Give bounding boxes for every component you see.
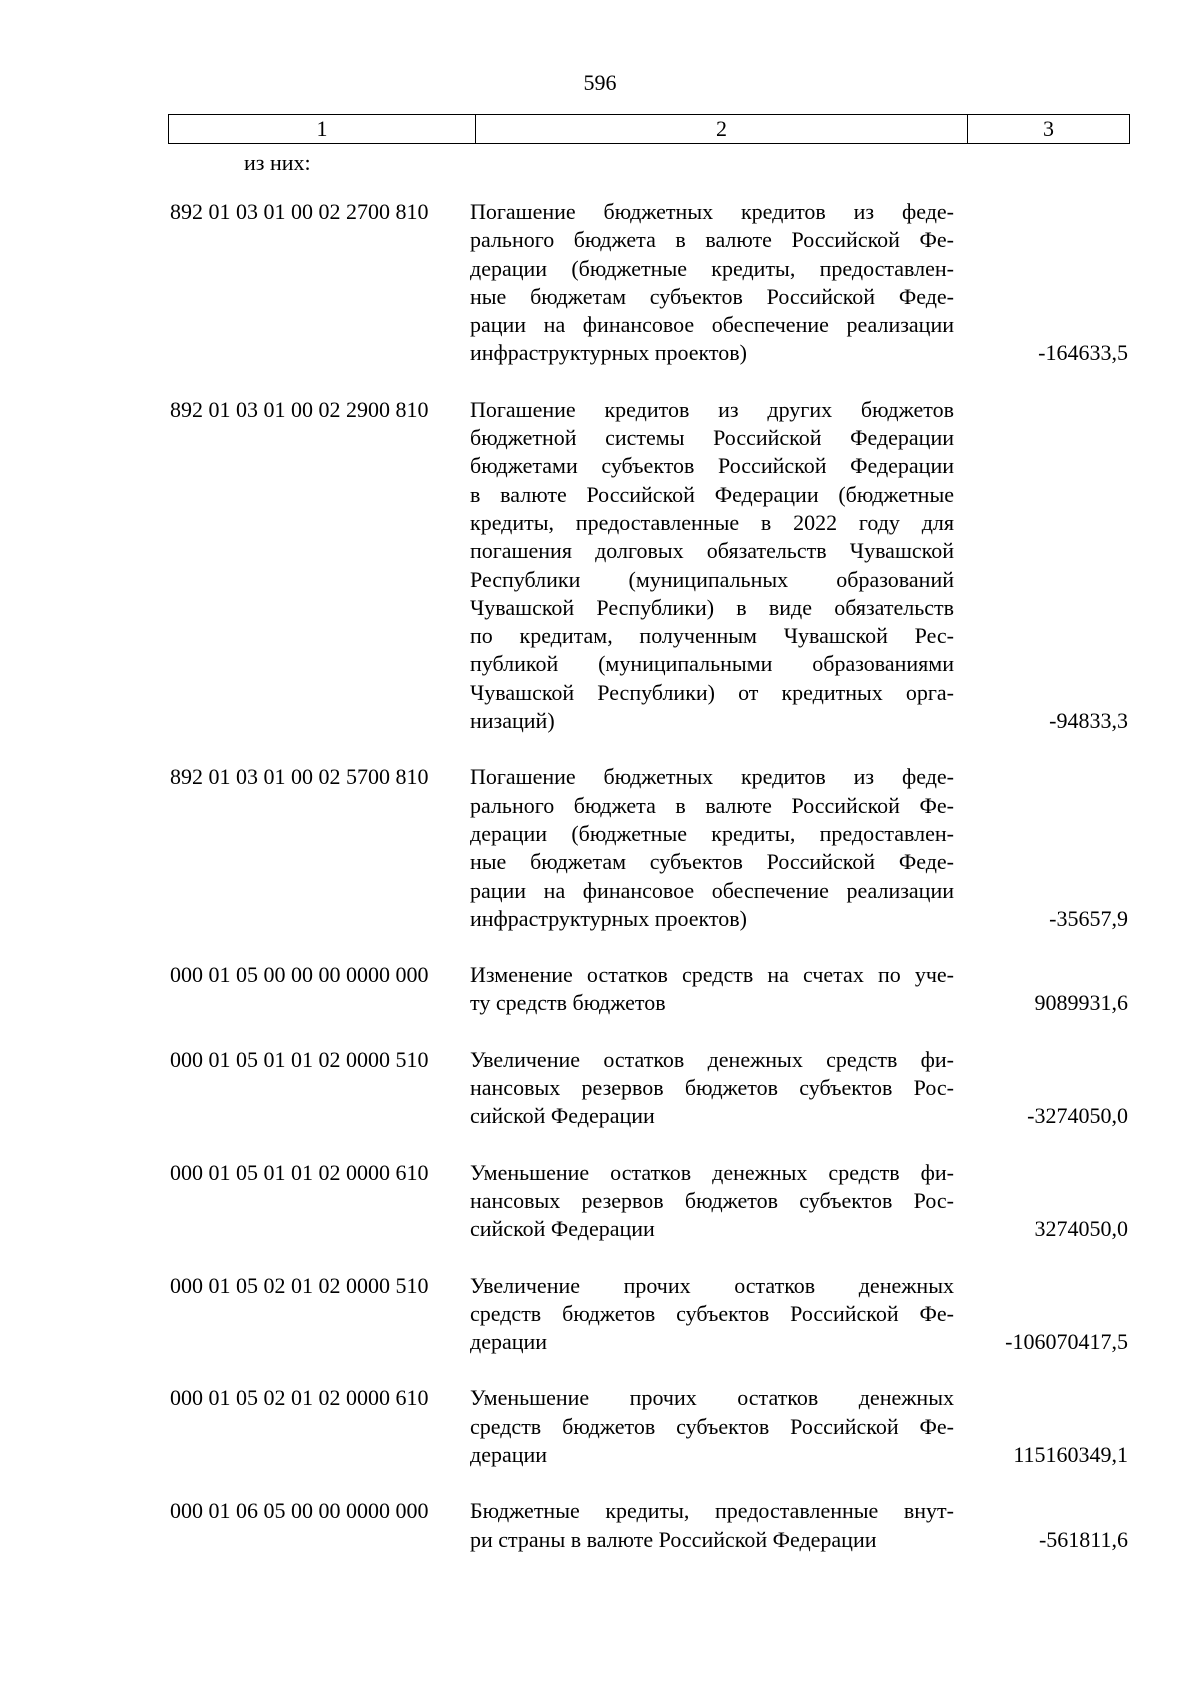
description-line: дерации (бюджетные кредиты, предоставлен-	[470, 255, 954, 281]
description-line: ту средств бюджетов	[470, 990, 666, 1016]
row-description	[470, 1159, 954, 1244]
budget-code: 000 01 06 05 00 00 0000 000	[170, 1498, 429, 1524]
description-line: дерации (бюджетные кредиты, предоставлен-	[470, 820, 954, 846]
column-header-table	[168, 114, 1130, 144]
table-row	[170, 1497, 1128, 1554]
description-line: дерации	[470, 1329, 548, 1355]
description-line: рального бюджета в валюте Российской Фе-	[470, 227, 954, 253]
description-line: в валюте Российской Федерации (бюджетные	[470, 481, 954, 507]
row-amount: -561811,6	[1038, 1526, 1128, 1552]
column-header-2: 2	[476, 115, 968, 143]
row-description	[470, 1497, 954, 1554]
table-row	[170, 961, 1128, 1018]
budget-code: 892 01 03 01 00 02 2900 810	[170, 396, 429, 422]
description-line: нансовых резервов бюджетов субъектов Рос-	[470, 1187, 954, 1213]
description-line: Чувашской Республики) от кредитных орга-	[470, 679, 954, 705]
row-amount: 9089931,6	[1034, 990, 1128, 1016]
description-line: Погашение бюджетных кредитов из феде-	[470, 199, 954, 224]
row-description	[470, 1046, 954, 1131]
table-row	[170, 198, 1128, 368]
description-line: погашения долговых обязательств Чувашской	[470, 538, 954, 564]
table-row	[170, 396, 1128, 736]
row-amount: -3274050,0	[1027, 1103, 1128, 1129]
row-description	[470, 1384, 954, 1469]
budget-code: 892 01 03 01 00 02 5700 810	[170, 764, 429, 790]
table-row	[170, 1384, 1128, 1469]
description-line: Погашение кредитов из других бюджетов	[470, 396, 954, 422]
description-line: бюджетной системы Российской Федерации	[470, 425, 954, 451]
description-line: средств бюджетов субъектов Российской Фе-	[470, 1413, 954, 1439]
description-line: Увеличение прочих остатков денежных	[470, 1272, 954, 1298]
description-line: сийской Федерации	[470, 1216, 655, 1242]
row-amount: -106070417,5	[1005, 1329, 1128, 1355]
row-amount: 3274050,0	[1034, 1216, 1128, 1242]
row-description	[470, 763, 954, 933]
budget-code: 000 01 05 00 00 00 0000 000	[170, 962, 429, 988]
description-line: по кредитам, полученным Чувашской Рес-	[470, 623, 954, 649]
row-description	[470, 396, 954, 736]
budget-code: 000 01 05 01 01 02 0000 510	[170, 1046, 429, 1072]
description-line: Уменьшение прочих остатков денежных	[470, 1385, 954, 1411]
description-line: публикой (муниципальными образованиями	[470, 651, 954, 677]
row-amount: 115160349,1	[1013, 1441, 1128, 1467]
budget-code: 000 01 05 02 01 02 0000 610	[170, 1385, 429, 1411]
description-line: рации на финансовое обеспечение реализации	[470, 877, 954, 903]
description-line: дерации	[470, 1441, 548, 1467]
table-row	[170, 1159, 1128, 1244]
column-header-1: 1	[169, 115, 476, 143]
table-row	[170, 1046, 1128, 1131]
description-line: нансовых резервов бюджетов субъектов Рос-	[470, 1075, 954, 1101]
row-amount: -94833,3	[1049, 708, 1128, 734]
budget-code: 000 01 05 02 01 02 0000 510	[170, 1272, 429, 1298]
description-line: инфраструктурных проектов)	[470, 905, 747, 931]
description-line: Бюджетные кредиты, предоставленные внут-	[470, 1498, 954, 1524]
description-line: инфраструктурных проектов)	[470, 340, 747, 366]
description-line: ри страны в валюте Российской Федерации	[470, 1526, 877, 1552]
table-row	[170, 1272, 1128, 1357]
page-number: 596	[583, 70, 617, 95]
description-line: ные бюджетам субъектов Российской Феде-	[470, 849, 954, 875]
row-amount: -35657,9	[1049, 905, 1128, 931]
budget-rows	[170, 198, 1128, 1582]
description-line: Чувашской Республики) в виде обязательств	[470, 594, 954, 620]
description-line: средств бюджетов субъектов Российской Фе-	[470, 1300, 954, 1326]
budget-code: 892 01 03 01 00 02 2700 810	[170, 199, 429, 224]
column-header-3: 3	[1043, 116, 1054, 141]
description-line: кредиты, предоставленные в 2022 году для	[470, 509, 954, 535]
row-description	[470, 1272, 954, 1357]
row-description	[470, 961, 954, 1018]
description-line: рального бюджета в валюте Российской Фе-	[470, 792, 954, 818]
subheading: из них:	[244, 150, 311, 175]
description-line: Уменьшение остатков денежных средств фи-	[470, 1159, 954, 1185]
budget-code: 000 01 05 01 01 02 0000 610	[170, 1159, 429, 1185]
description-line: Погашение бюджетных кредитов из феде-	[470, 764, 954, 790]
row-amount: -164633,5	[1038, 340, 1128, 366]
description-line: сийской Федерации	[470, 1103, 655, 1129]
description-line: рации на финансовое обеспечение реализации	[470, 312, 954, 338]
description-line: низаций)	[470, 708, 555, 734]
description-line: бюджетами субъектов Российской Федерации	[470, 453, 954, 479]
table-row	[170, 763, 1128, 933]
description-line: Изменение остатков средств на счетах по уче-	[470, 962, 954, 988]
description-line: Республики (муниципальных образований	[470, 566, 954, 592]
description-line: ные бюджетам субъектов Российской Феде-	[470, 283, 954, 309]
description-line: Увеличение остатков денежных средств фи-	[470, 1046, 954, 1072]
row-description	[470, 198, 954, 368]
